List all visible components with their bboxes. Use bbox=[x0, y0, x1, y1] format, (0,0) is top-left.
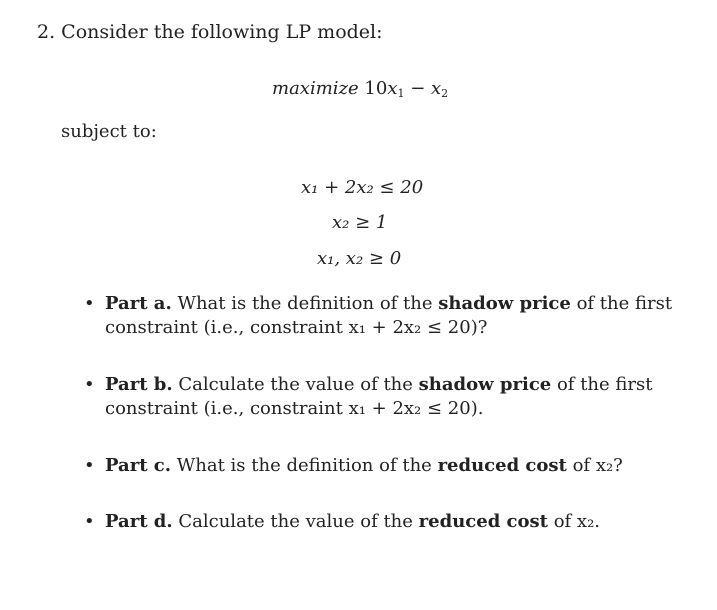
list-item bbox=[84, 454, 623, 478]
part-text-pre: Calculate the value of the bbox=[178, 374, 413, 395]
part-text-line2: constraint (i.e., constraint x₁ + 2x₂ ≤ 20). bbox=[105, 398, 484, 419]
part-text-post: of x₂? bbox=[572, 455, 623, 476]
bullet-icon: • bbox=[84, 455, 95, 476]
bullet-icon: • bbox=[84, 293, 95, 314]
constraint-3: x₁, x₂ ≥ 0 bbox=[317, 248, 402, 269]
part-text-post: of the first bbox=[556, 374, 653, 395]
objective-minus: − bbox=[404, 78, 431, 99]
part-text-post: of the first bbox=[576, 293, 673, 314]
part-text-line2: constraint (i.e., constraint x₁ + 2x₂ ≤ 20)? bbox=[105, 317, 488, 338]
problem-heading: 2. Consider the following LP model: bbox=[37, 21, 383, 43]
objective-var2: x bbox=[431, 78, 442, 99]
constraint-1: x₁ + 2x₂ ≤ 20 bbox=[301, 177, 424, 198]
part-text-pre: What is the definition of the bbox=[176, 455, 432, 476]
part-label: Part a. bbox=[105, 293, 172, 314]
objective-sub2: 2 bbox=[441, 87, 449, 100]
part-text-pre: Calculate the value of the bbox=[178, 511, 413, 532]
part-text-pre: What is the definition of the bbox=[177, 293, 433, 314]
bullet-icon: • bbox=[84, 511, 95, 532]
list-item bbox=[84, 373, 652, 421]
list-item bbox=[84, 510, 600, 534]
part-key-term: reduced cost bbox=[418, 511, 548, 532]
part-key-term: shadow price bbox=[438, 293, 571, 314]
part-label: Part d. bbox=[105, 511, 173, 532]
part-label: Part b. bbox=[105, 374, 173, 395]
part-key-term: shadow price bbox=[418, 374, 552, 395]
objective-var1: x bbox=[387, 78, 398, 99]
constraint-2: x₂ ≥ 1 bbox=[332, 212, 388, 233]
part-text-post: of x₂. bbox=[553, 511, 601, 532]
objective-function bbox=[272, 78, 448, 100]
maximize-word: maximize bbox=[272, 78, 359, 99]
subject-to-label: subject to: bbox=[61, 121, 157, 142]
list-item bbox=[84, 292, 672, 340]
objective-coef: 10 bbox=[364, 78, 388, 99]
part-key-term: reduced cost bbox=[437, 455, 567, 476]
objective-sub1: 1 bbox=[397, 87, 405, 100]
part-label: Part c. bbox=[105, 455, 172, 476]
bullet-icon: • bbox=[84, 374, 95, 395]
